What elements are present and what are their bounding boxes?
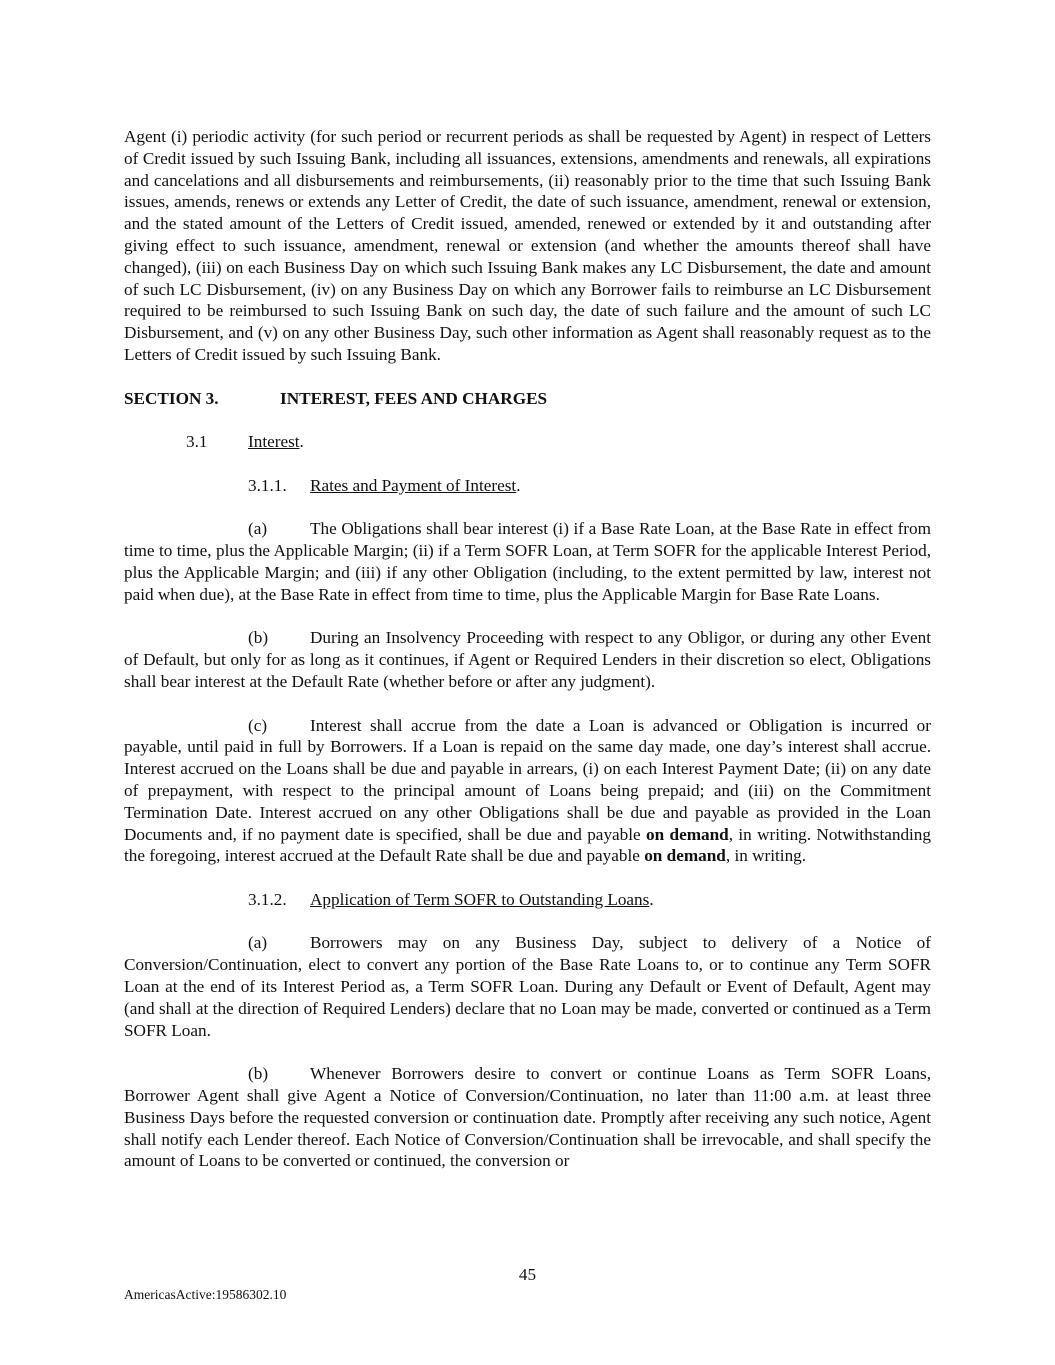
clause-3-1-2-b bbox=[124, 1063, 931, 1172]
bold-term: on demand bbox=[646, 824, 729, 844]
clause-text: During an Insolvency Proceeding with respect to any Obligor, or during any other Event of Default, but only for as long as it continues, if Agent or Required Lenders in their discretion so elect, Obligations shall bear interest at the Default Rate (whether before or after any judgment). bbox=[124, 628, 931, 691]
intro-paragraph: Agent (i) periodic activity (for such period or recurrent periods as shall be requested by Agent) in respect of Letters of Credit issued by such Issuing Bank, including all issuances, extensions, amendments and renewals, all expirations and cancelations and all disbursements and reimbursements, (ii) reasonably prior to the time that such Issuing Bank issues, amends, renews or extends any Letter of Credit, the date of such issuance, amendment, renewal or extension, and the stated amount of the Letters of Credit issued, amended, renewed or extended by it and outstanding after giving effect to such issuance, amendment, renewal or extension (and whether the amounts thereof shall have changed), (iii) on each Business Day on which such Issuing Bank makes any LC Disbursement, the date and amount of such LC Disbursement, (iv) on any Business Day on which any Borrower fails to reimburse an LC Disbursement required to be reimbursed to such Issuing Bank on such day, the date of such failure and the amount of such LC Disbursement, and (v) on any other Business Day, such other information as Agent shall reasonably request as to the Letters of Credit issued by such Issuing Bank. bbox=[124, 127, 931, 364]
clause-label: (c) bbox=[248, 715, 268, 735]
subsection-3-1-2-title: Application of Term SOFR to Outstanding Loans bbox=[310, 889, 650, 909]
subsection-3-1-heading: 3.1 Interest. bbox=[186, 432, 304, 452]
clause-text: The Obligations shall bear interest (i) if a Base Rate Loan, at the Base Rate in effect from time to time, plus the Applicable Margin; (ii) if a Term SOFR Loan, at Term SOFR for the applicable Interest Period, plus the Applicable Margin; and (iii) if any other Obligation (including, to the extent permitted by law, interest not paid when due), at the Base Rate in effect from time to time, plus the Applicable Margin for Base Rate Loans. bbox=[124, 519, 931, 604]
clause-label: (a) bbox=[248, 519, 268, 539]
subsection-3-1-1-heading: 3.1.1. Rates and Payment of Interest. bbox=[248, 475, 521, 495]
clause-3-1-1-c: (c) Interest shall accrue from the date a Loan is advanced or Obligation is incurred or payable, until paid in full by Borrowers. If a Loan is repaid on the same day made, one day’s interest shall accrue. Interest accrued on the Loans shall be due and payable in arrears, (i) on each Interest Payment Date; (ii) on any date of prepayment, with respect to the principal amount of Loans being prepaid; and (iii) on the Commitment Termination Date. Interest accrued on any other Obligations shall be due and payable as provided in the Loan Documents and, if no payment date is specified, shall be due and payable on demand, in writing. Notwithstanding the foregoing, interest accrued at the Default Rate shall be due and payable on demand, in writing. bbox=[124, 715, 931, 866]
document-footer-id: AmericasActive:19586302.10 bbox=[124, 1287, 287, 1302]
clause-label: (a) bbox=[248, 933, 268, 953]
subsection-3-1-1-number: 3.1.1. bbox=[248, 475, 287, 495]
subsection-3-1-1-title: Rates and Payment of Interest bbox=[310, 475, 517, 495]
subsection-3-1-2-number: 3.1.2. bbox=[248, 889, 287, 909]
page-number: 45 bbox=[518, 1265, 537, 1284]
clause-3-1-1-b bbox=[124, 627, 931, 692]
clause-3-1-2-a bbox=[124, 932, 931, 1041]
bold-term: on demand bbox=[644, 846, 726, 866]
clause-label: (b) bbox=[248, 628, 269, 648]
clause-text: Borrowers may on any Business Day, subject to delivery of a Notice of Conversion/Continuation, elect to convert any portion of the Base Rate Loans to, or to continue any Term SOFR Loan at the end of its Interest Period as, a Term SOFR Loan. During any Default or Event of Default, Agent may (and shall at the direction of Required Lenders) declare that no Loan may be made, converted or continued as a Term SOFR Loan. bbox=[124, 933, 931, 1040]
subsection-3-1-number: 3.1 bbox=[186, 432, 208, 452]
clause-label: (b) bbox=[248, 1064, 269, 1084]
subsection-3-1-title: Interest bbox=[248, 432, 300, 452]
clause-3-1-1-a bbox=[124, 518, 931, 605]
subsection-3-1-2-heading: 3.1.2. Application of Term SOFR to Outstanding Loans. bbox=[248, 889, 654, 909]
section-heading bbox=[124, 388, 931, 410]
section-number: SECTION 3. bbox=[124, 388, 219, 408]
document-body bbox=[124, 126, 931, 1172]
section-title: INTEREST, FEES AND CHARGES bbox=[280, 388, 548, 408]
clause-text: Whenever Borrowers desire to convert or continue Loans as Term SOFR Loans, Borrower Agent shall give Agent a Notice of Conversion/Continuation, no later than 11:00 a.m. at least three Business Days before the requested conversion or continuation date. Promptly after receiving any such notice, Agent shall notify each Lender thereof. Each Notice of Conversion/Continuation shall be irrevocable, and shall specify the amount of Loans to be converted or continued, the conversion or bbox=[124, 1064, 931, 1171]
